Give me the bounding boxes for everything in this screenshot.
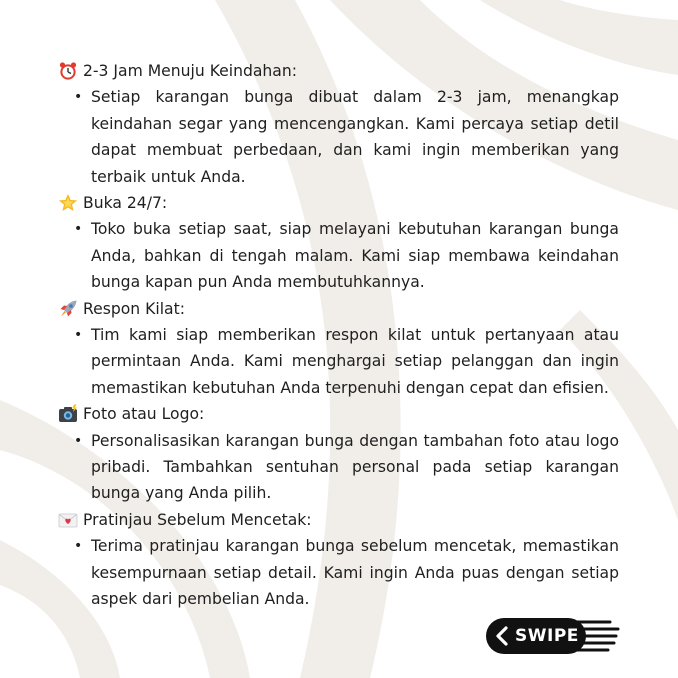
swipe-button[interactable] <box>486 618 620 656</box>
alarm-clock-icon <box>58 61 78 81</box>
bullet-icon: • <box>74 327 83 344</box>
love-letter-icon <box>58 510 78 530</box>
bullet-icon: • <box>74 432 83 449</box>
section-title: Respon Kilat: <box>83 299 185 318</box>
bullet-icon: • <box>74 89 83 106</box>
section-quick-response <box>58 296 619 402</box>
section-heading <box>58 58 619 84</box>
section-photo-logo <box>58 401 619 507</box>
features-list <box>58 58 619 612</box>
section-open-24-7 <box>58 190 619 296</box>
list-item <box>74 533 619 612</box>
glowing-star-icon <box>58 193 78 213</box>
section-title: 2-3 Jam Menuju Keindahan: <box>83 62 298 80</box>
bullet-text: Toko buka setiap saat, siap melayani kebutuhan karangan bunga Anda, bahkan di tengah malam. Kami siap membawa keindahan bunga kapan pun Anda membutuhkannya. <box>91 220 619 292</box>
section-fast-delivery <box>58 58 619 190</box>
section-title: Foto atau Logo: <box>83 405 205 424</box>
section-heading <box>58 190 619 216</box>
bullet-text: Setiap karangan bunga dibuat dalam 2-3 jam, menangkap keindahan segar yang mencengangkan. Kami percaya setiap detil dapat membuat perbedaan, dan kami ingin memberikan yang terbaik untuk Anda. <box>91 88 619 186</box>
bullet-text: Personalisasikan karangan bunga dengan tambahan foto atau logo pribadi. Tambahkan sentuhan personal pada setiap karangan bunga yang Anda pilih. <box>91 431 619 503</box>
list-item <box>74 428 619 507</box>
bullet-icon: • <box>74 221 83 238</box>
bullet-text: Terima pratinjau karangan bunga sebelum mencetak, memastikan kesempurnaan setiap detail. Kami ingin Anda puas dengan setiap aspek dari pembelian Anda. <box>91 537 619 609</box>
chevron-left-icon <box>495 626 509 646</box>
speed-lines-icon <box>564 620 620 654</box>
bullet-icon: • <box>74 538 83 555</box>
camera-flash-icon <box>58 404 78 424</box>
list-item <box>74 84 619 190</box>
swipe-label: SWIPE <box>515 626 579 646</box>
section-print-preview <box>58 507 619 613</box>
section-title: Pratinjau Sebelum Mencetak: <box>83 510 312 529</box>
rocket-icon <box>58 299 78 319</box>
section-title: Buka 24/7: <box>83 194 168 213</box>
section-heading <box>58 296 619 322</box>
list-item <box>74 216 619 295</box>
bullet-text: Tim kami siap memberikan respon kilat untuk pertanyaan atau permintaan Anda. Kami menghargai setiap pelanggan dan ingin memastikan kebutuhan Anda terpenuhi dengan cepat dan efisien. <box>91 326 619 397</box>
section-heading <box>58 507 619 533</box>
list-item <box>74 322 619 401</box>
section-heading <box>58 401 619 427</box>
